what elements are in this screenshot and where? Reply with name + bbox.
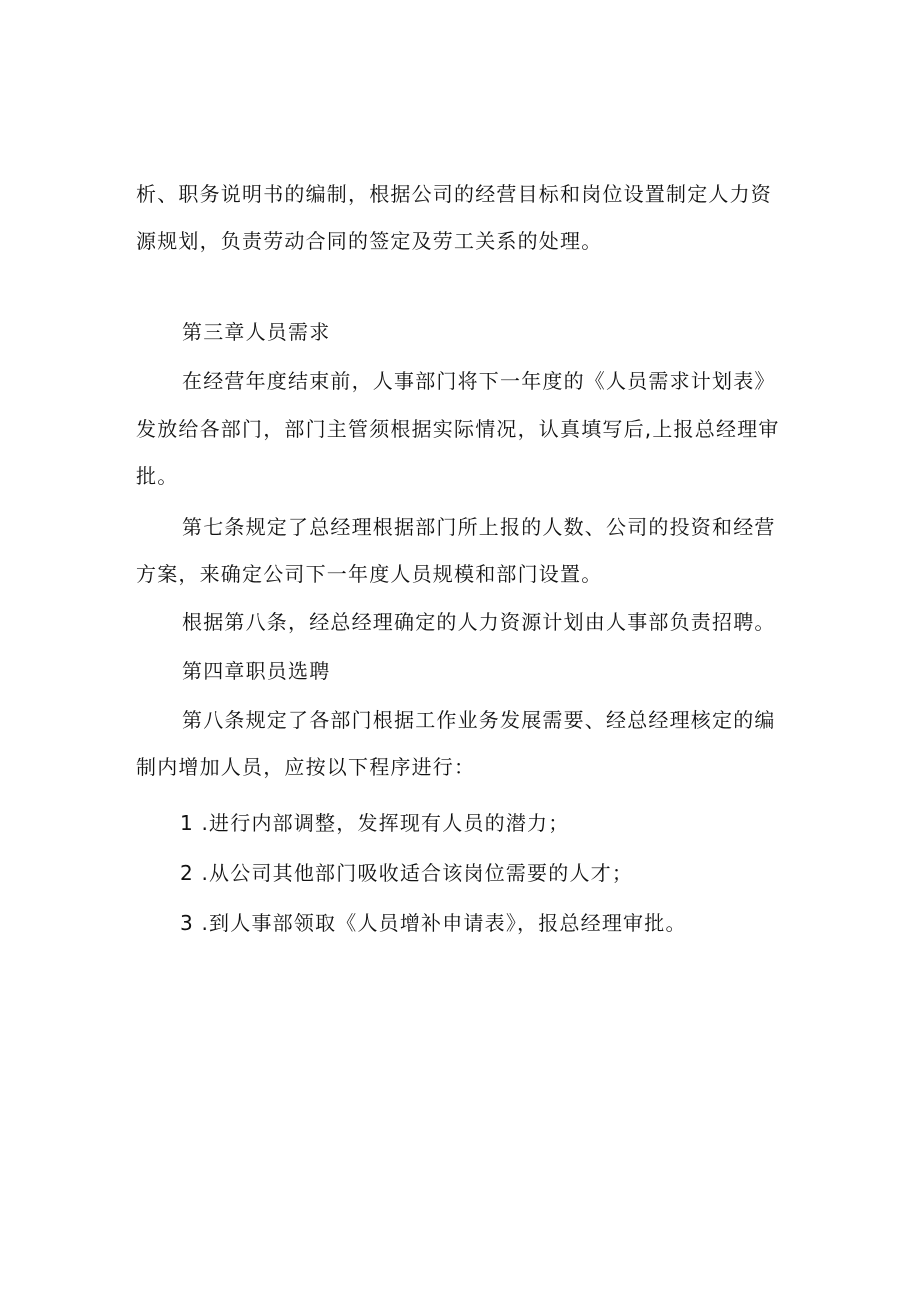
chapter-title: 第三章人员需求 (182, 320, 331, 344)
paragraph-line: 第七条规定了总经理根据部门所上报的人数、公司的投资和经营 (182, 515, 776, 539)
paragraph-line: 第八条规定了各部门根据工作业务发展需要、经总经理核定的编 (182, 708, 776, 732)
list-item: 3 .到人事部领取《人员增补申请表》，报总经理审批。 (180, 911, 687, 935)
paragraph-line: 方案，来确定公司下一年度人员规模和部门设置。 (136, 562, 603, 586)
list-item: 1 .进行内部调整，发挥现有人员的潜力； (180, 811, 570, 835)
list-item: 2 .从公司其他部门吸收适合该岗位需要的人才； (180, 861, 634, 885)
paragraph-line: 发放给各部门，部门主管须根据实际情况，认真填写后,上报总经理审 (136, 417, 780, 441)
paragraph-line: 根据第八条，经总经理确定的人力资源计划由人事部负责招聘。 (182, 610, 776, 634)
paragraph-line: 析、职务说明书的编制，根据公司的经营目标和岗位设置制定人力资 (136, 182, 772, 206)
paragraph-line: 源规划，负责劳动合同的签定及劳工关系的处理。 (136, 229, 603, 253)
paragraph-line: 批。 (136, 464, 179, 488)
chapter-title: 第四章职员选聘 (182, 659, 331, 683)
paragraph-line: 制内增加人员，应按以下程序进行： (136, 755, 476, 779)
paragraph-line: 在经营年度结束前，人事部门将下一年度的《人员需求计划表》 (182, 369, 776, 393)
